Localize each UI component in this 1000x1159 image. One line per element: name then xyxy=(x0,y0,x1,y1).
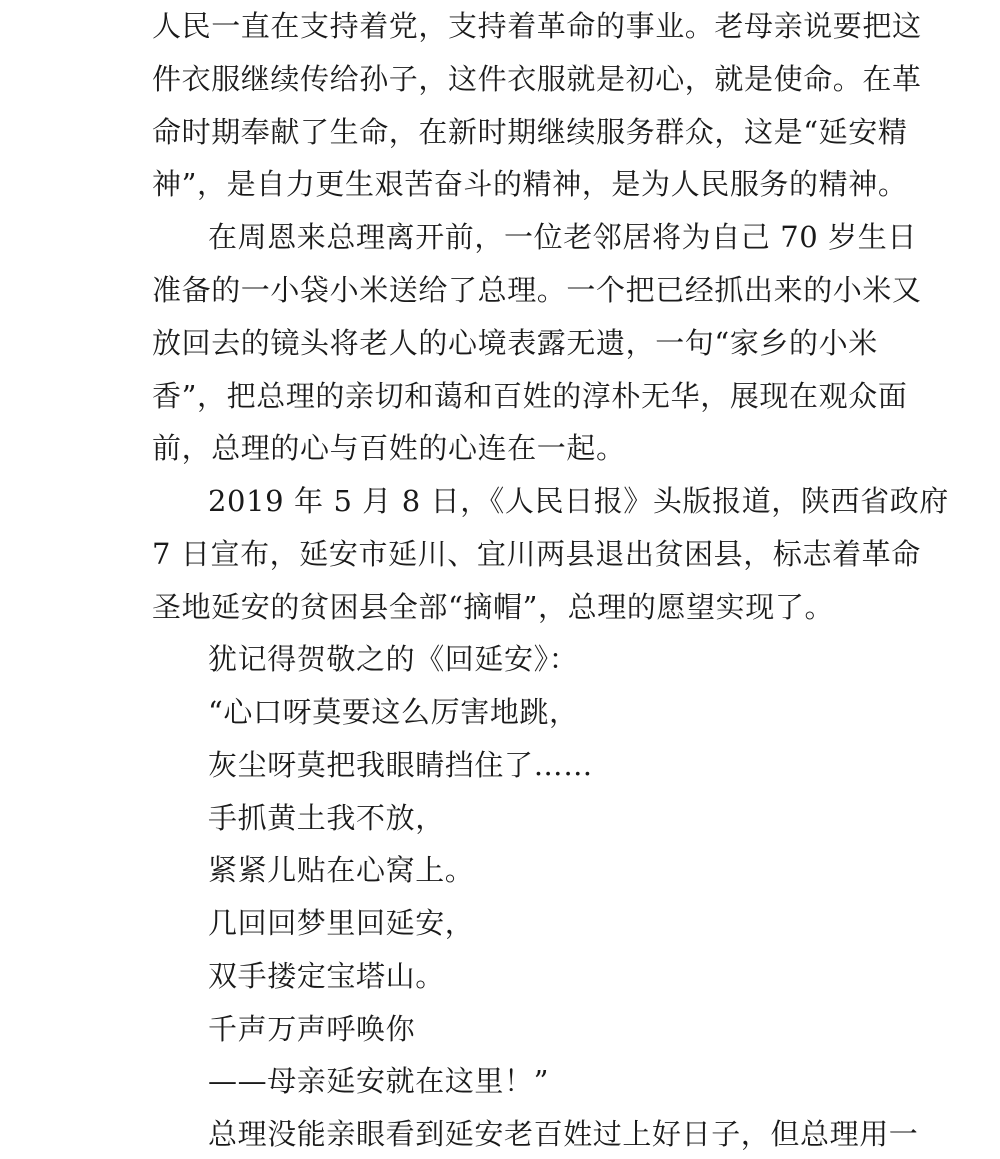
text-line-9: 前，总理的心与百姓的心连在一起。 xyxy=(152,431,626,465)
text-line-5: 在周恩来总理离开前，一位老邻居将为自己 70 岁生日 xyxy=(208,220,917,254)
poem-line-6: 双手搂定宝塔山。 xyxy=(208,959,445,993)
poem-line-8: ——母亲延安就在这里！” xyxy=(208,1064,550,1098)
poem-line-1: “心口呀莫要这么厉害地跳， xyxy=(208,695,579,729)
text-line-22: 总理没能亲眼看到延安老百姓过上好日子，但总理用一 xyxy=(208,1117,919,1151)
text-line-13: 犹记得贺敬之的《回延安》： xyxy=(208,642,579,676)
text-line-10: 2019 年 5 月 8 日，《人民日报》头版报道，陕西省政府 xyxy=(208,484,949,518)
text-line-6: 准备的一小袋小米送给了总理。一个把已经抓出来的小米又 xyxy=(152,273,922,307)
text-line-4: 神”，是自力更生艰苦奋斗的精神，是为人民服务的精神。 xyxy=(152,167,908,201)
text-line-7: 放回去的镜头将老人的心境表露无遗，一句“家乡的小米 xyxy=(152,326,878,360)
text-line-8: 香”，把总理的亲切和蔼和百姓的淳朴无华，展现在观众面 xyxy=(152,379,908,413)
text-line-12: 圣地延安的贫困县全部“摘帽”，总理的愿望实现了。 xyxy=(152,590,835,624)
poem-line-3: 手抓黄土我不放， xyxy=(208,801,445,835)
poem-line-7: 千声万声呼唤你 xyxy=(208,1012,416,1046)
text-line-3: 命时期奉献了生命，在新时期继续服务群众，这是“延安精 xyxy=(152,115,908,149)
text-line-2: 件衣服继续传给孙子，这件衣服就是初心，就是使命。在革 xyxy=(152,62,922,96)
text-line-11: 7 日宣布，延安市延川、宜川两县退出贫困县，标志着革命 xyxy=(152,537,921,571)
text-line-1: 人民一直在支持着党，支持着革命的事业。老母亲说要把这 xyxy=(152,9,922,43)
poem-line-5: 几回回梦里回延安， xyxy=(208,906,475,940)
poem-line-2: 灰尘呀莫把我眼睛挡住了…… xyxy=(208,748,593,782)
poem-line-4: 紧紧儿贴在心窝上。 xyxy=(208,853,475,887)
